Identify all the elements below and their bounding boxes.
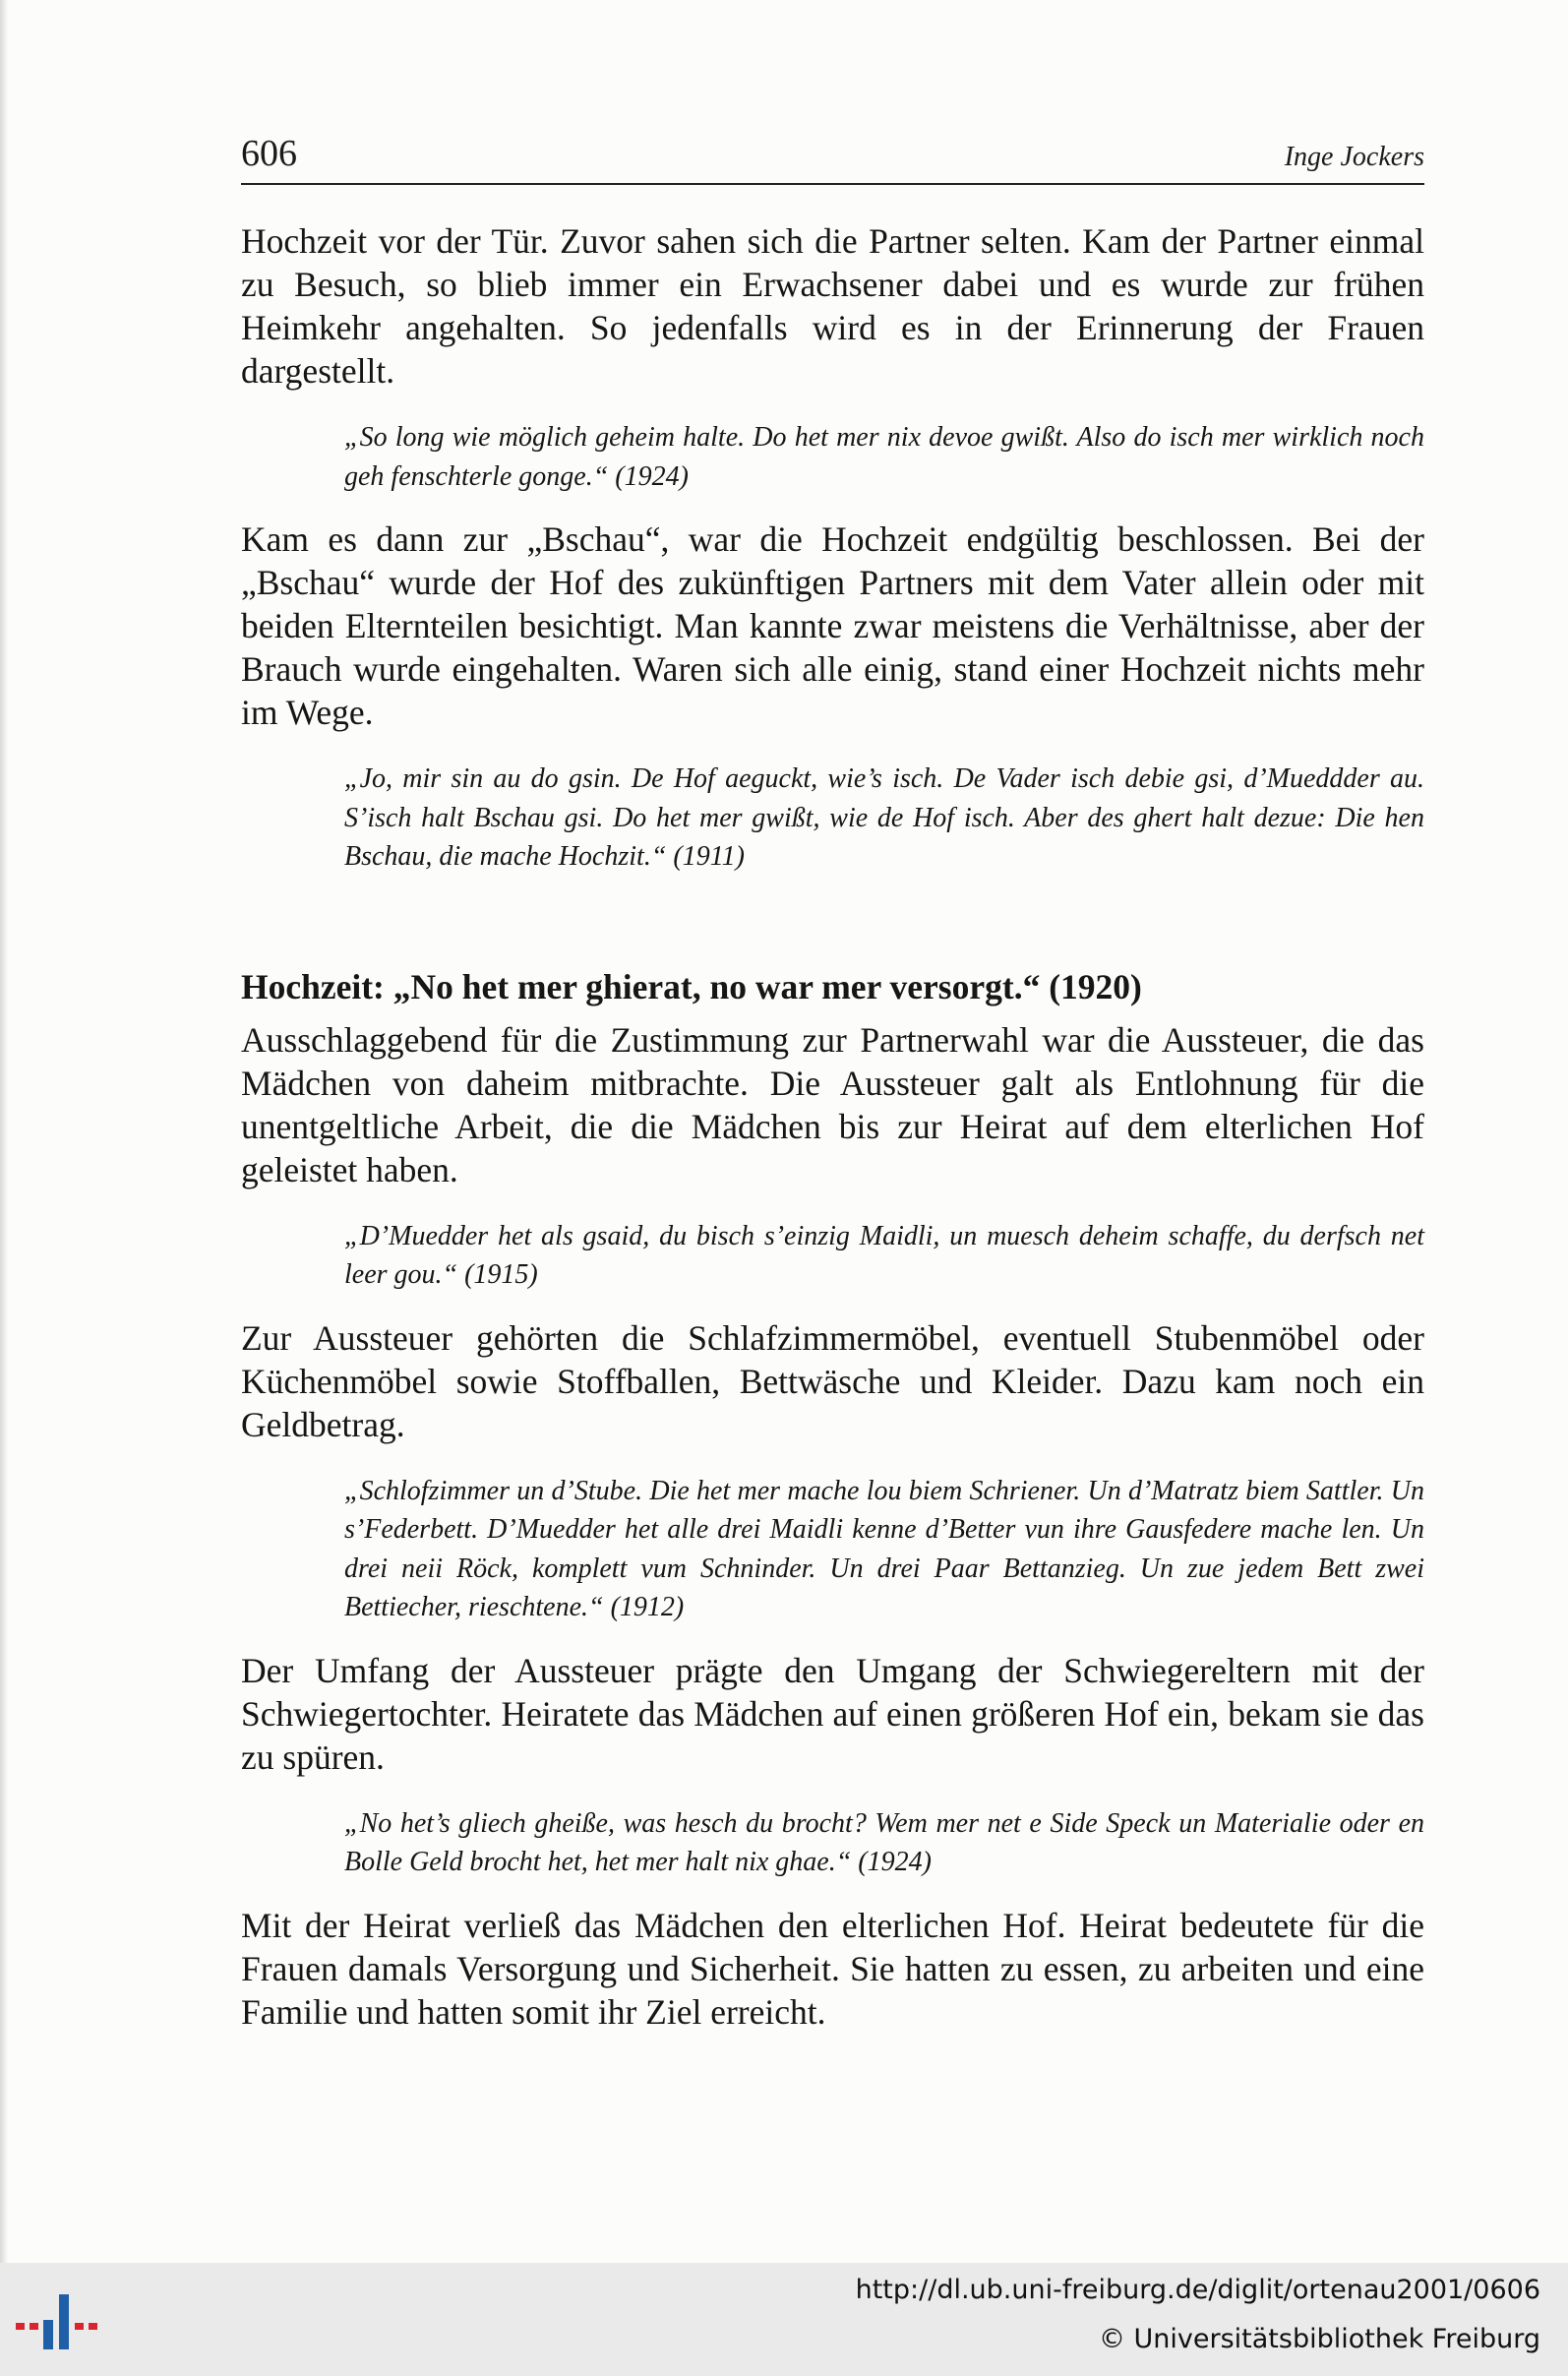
section-heading: Hochzeit: „No het mer ghierat, no war mer versorgt.“ (1920) bbox=[241, 966, 1142, 1006]
running-head-author: Inge Jockers bbox=[1284, 142, 1424, 172]
footer-copyright: © Universitätsbibliothek Freiburg bbox=[1098, 2324, 1540, 2354]
paragraph-6: Mit der Heirat verließ das Mädchen den elterlichen Hof. Heirat bedeutete für die Frauen damals Versorgung und Sicherheit. Sie hatten zu essen, zu arbeiten und eine Familie und hatten somit ihr Ziel erreicht. bbox=[241, 1905, 1424, 2032]
ub-freiburg-logo-icon bbox=[16, 2281, 104, 2364]
quote-5: „No het’s gliech gheiße, was hesch du brocht? Wem mer net e Side Speck un Materialie oder en Bolle Geld brocht het, het mer halt nix ghae.“ (1924) bbox=[344, 1807, 1424, 1877]
page-content bbox=[241, 219, 1424, 2034]
paragraph-1: Hochzeit vor der Tür. Zuvor sahen sich die Partner selten. Kam der Partner einmal zu Besuch, so blieb immer ein Erwachsener dabei und es wurde zur frühen Heimkehr angehalten. So jedenfalls wird es in der Erinnerung der Frauen dargestellt. bbox=[241, 221, 1424, 391]
page-edge-shadow bbox=[0, 0, 8, 2263]
page-number: 606 bbox=[241, 133, 297, 174]
footer-url-link[interactable]: http://dl.ub.uni-freiburg.de/diglit/ortenau2001/0606 bbox=[855, 2275, 1540, 2305]
paragraph-2: Kam es dann zur „Bschau“, war die Hochzeit endgültig beschlossen. Bei der „Bschau“ wurde der Hof des zukünftigen Partners mit dem Vater allein oder mit beiden Elternteilen besichtigt. Man kannte zwar meistens die Verhältnisse, aber der Brauch wurde eingehalten. Waren sich alle einig, stand einer Hochzeit nichts mehr im Wege. bbox=[241, 519, 1424, 732]
paragraph-3: Ausschlaggebend für die Zustimmung zur Partnerwahl war die Aussteuer, die das Mädchen von daheim mitbrachte. Die Aussteuer galt als Entlohnung für die unentgeltliche Arbeit, die die Mädchen bis zur Heirat auf dem elterlichen Hof geleistet haben. bbox=[241, 1019, 1424, 1189]
paragraph-5: Der Umfang der Aussteuer prägte den Umgang der Schwiegereltern mit der Schwiegertochter. Heiratete das Mädchen auf einen größeren Hof ein, bekam sie das zu spüren. bbox=[241, 1650, 1424, 1777]
paragraph-4: Zur Aussteuer gehörten die Schlafzimmermöbel, eventuell Stubenmöbel oder Küchenmöbel sowie Stoffballen, Bettwäsche und Kleider. Dazu kam noch ein Geldbetrag. bbox=[241, 1317, 1424, 1444]
quote-1: „So long wie möglich geheim halte. Do het mer nix devoe gwißt. Also do isch mer wirklich noch geh fenschterle gonge.“ (1924) bbox=[344, 422, 1424, 492]
page-header bbox=[241, 126, 1424, 185]
quote-4: „Schlofzimmer un d’Stube. Die het mer mache lou biem Schriener. Un d’Matratz biem Sattler. Un s’Federbett. D’Muedder het alle drei Maidli kenne d’Better vun ihre Gausfedere mache len. Un drei neii Röck, komplett vum Schninder. Un drei Paar Bettanzieg. Un zue jedem Bett zwei Bettiecher, rieschtene.“ (1912) bbox=[344, 1475, 1424, 1622]
quote-3: „D’Muedder het als gsaid, du bisch s’einzig Maidli, un muesch deheim schaffe, du derfsch net leer gou.“ (1915) bbox=[344, 1220, 1424, 1290]
quote-2: „Jo, mir sin au do gsin. De Hof aeguckt, wie’s isch. De Vader isch debie gsi, d’Mueddder au. S’isch halt Bschau gsi. Do het mer gwißt, wie de Hof isch. Aber des ghert halt dezue: Die hen Bschau, die mache Hochzit.“ (1911) bbox=[344, 763, 1424, 872]
